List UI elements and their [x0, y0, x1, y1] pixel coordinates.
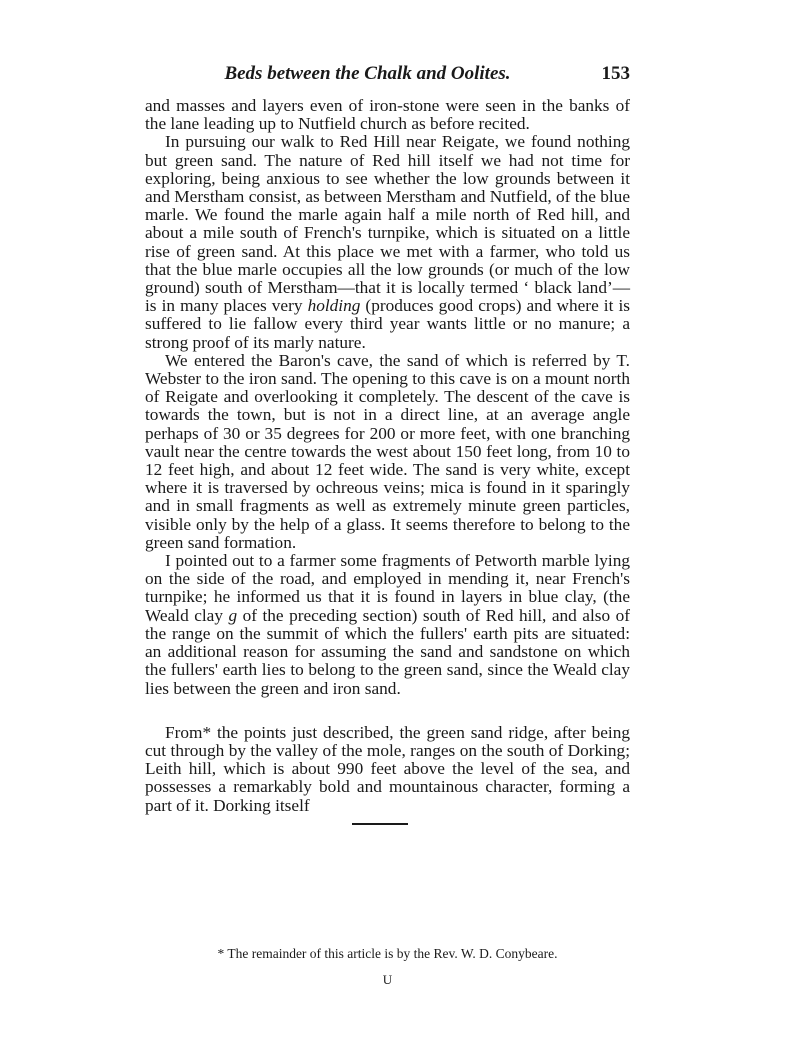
running-title: Beds between the Chalk and Oolites. — [224, 63, 511, 84]
text-run: (produces good crops) and where it is suffered to lie fallow every third year wants little or no manure; a strong proof of its marly nature. — [145, 296, 630, 352]
footnote: * The remainder of this article is by the Rev. W. D. Conybeare. — [217, 946, 558, 961]
italic-term: g — [228, 605, 238, 625]
signature-mark: U — [382, 972, 393, 987]
paragraph-petworth-marble — [145, 552, 630, 698]
italic-term: holding — [307, 296, 361, 316]
paragraph-red-hill — [145, 133, 630, 351]
running-header — [145, 60, 630, 88]
text-run: We entered the Baron's cave, the sand of which is referred by T. Webster to the iron sand. The opening to this cave is on a mount north of Reigate and overlooking it completely. The descent of the cave is towards the town, but is not in a direct line, at an average angle perhaps of 30 or 35 degrees for 200 or more feet, with one branching vault near the centre towards the west about 150 feet long, from 10 to 12 feet high, and about 12 feet wide. The sand is very white, except where it is traversed by ochreous veins; mica is found in it sparingly and in small fragments as well as extremely minute green particles, visible only by the help of a glass. It seems therefore to belong to the green sand formation. — [145, 350, 630, 552]
paragraph-dorking — [145, 724, 630, 815]
text-run: and masses and layers even of iron-stone were seen in the banks of the lane leading up to Nutfield church as before recited. — [145, 96, 630, 134]
paragraph-continuation — [145, 97, 630, 133]
page-number: 153 — [601, 63, 630, 84]
text-run: I pointed out to a farmer some fragments of Petworth marble lying on the side of the road, and employed in mending it, near French's turnpike; he informed us that it is found in layers in blue clay, (the Weald clay — [145, 551, 630, 625]
body-text — [145, 97, 630, 815]
paragraph-barons-cave — [145, 352, 630, 552]
text-run: From* the points just described, the green sand ridge, after being cut through by the valley of the mole, ranges on the south of Dorking; Leith hill, which is about 990 feet above the level of the sea, and possesses a remarkably bold and mountainous character, forming a part of it. Dorking itself — [145, 722, 630, 815]
section-divider — [352, 823, 408, 825]
text-run: In pursuing our walk to Red Hill near Reigate, we found nothing but green sand. The nature of Red hill itself we had not time for exploring, being anxious to see whether the low grounds between it and Merstham consist, as between Merstham and Nutfield, of the blue marle. We found the marle again half a mile north of Red hill, and about a mile south of French's turnpike, which is situated on a little rise of green sand. At this place we met with a farmer, who told us that the blue marle occupies all the low grounds (or much of the low ground) south of Merstham—that it is locally termed ‘ black land’—is in many places very — [145, 132, 630, 316]
text-run: of the preceding section) south of Red hill, and also of the range on the summit of which the fullers' earth pits are situated: an additional reason for assuming the sand and sandstone on which the fullers' earth lies to belong to the green sand, since the Weald clay lies between the green and iron sand. — [145, 605, 630, 698]
